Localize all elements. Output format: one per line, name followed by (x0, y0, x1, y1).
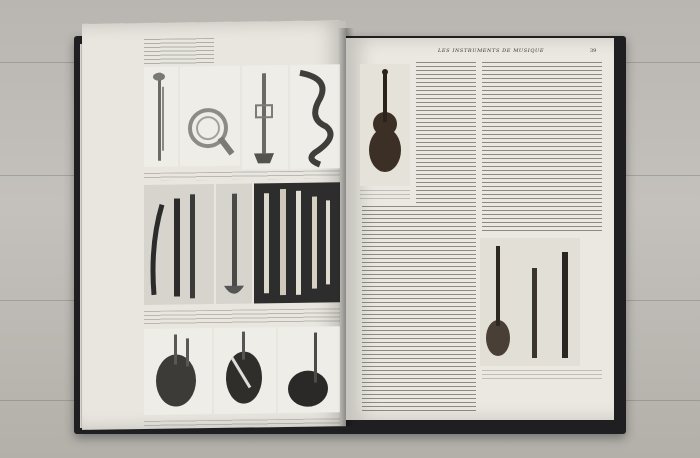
violon-photo (360, 64, 410, 186)
bagpipe-icon (144, 328, 212, 415)
cornemuse-photo-2 (214, 327, 276, 414)
text-column-1-lower (362, 206, 476, 412)
page-number: 39 (590, 48, 597, 54)
recorders-photo (254, 182, 340, 303)
woodwind-photo-1 (144, 184, 214, 305)
trombone-icon (144, 67, 178, 167)
recorder-icon (254, 182, 340, 303)
left-page (82, 20, 346, 430)
caption-text-top (144, 38, 214, 65)
bassoon-icon (144, 184, 214, 305)
bagpipe-icon (214, 327, 276, 414)
caption-text-lower (144, 308, 340, 325)
caption-text-middle (144, 170, 340, 181)
bowed-instruments-photo (480, 238, 580, 366)
bowed-caption (482, 370, 602, 382)
viol-icon (480, 238, 580, 366)
violin-caption (360, 190, 410, 202)
serpent-photo (290, 64, 340, 169)
cornemuse-photo-3 (278, 326, 340, 413)
horn-icon (180, 66, 240, 167)
trompette-photo (242, 65, 288, 170)
cor-photo (180, 66, 240, 167)
running-head: LES INSTRUMENTS DE MUSIQUE (438, 48, 545, 54)
trombone-photo (144, 67, 178, 167)
woodwind-photo-2 (216, 183, 252, 304)
serpent-icon (290, 64, 340, 169)
clarinet-icon (216, 183, 252, 304)
text-column-2-upper (482, 62, 602, 232)
text-column-1-upper (416, 62, 476, 204)
caption-text-bottom (144, 418, 340, 427)
trumpet-icon (242, 65, 288, 170)
bagpipe-icon (278, 326, 340, 413)
cornemuse-photo-1 (144, 328, 212, 415)
violin-icon (360, 64, 410, 186)
